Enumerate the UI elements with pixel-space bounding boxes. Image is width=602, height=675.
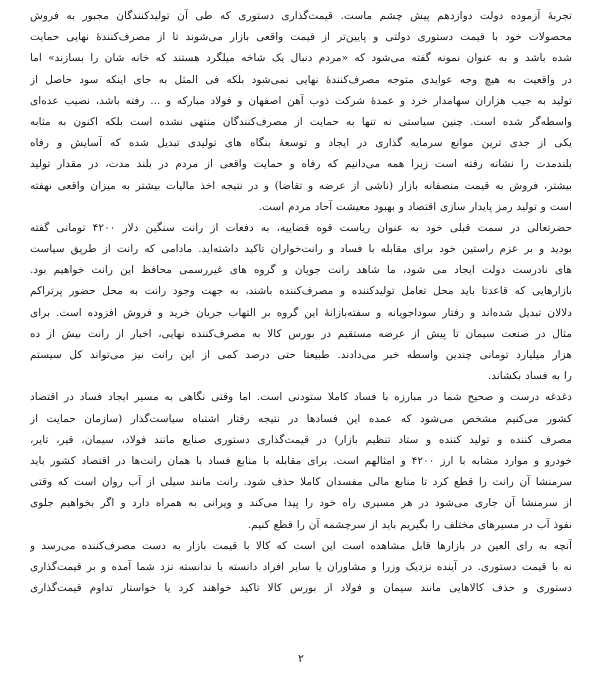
text-line: حضرتعالی در سمت قبلی خود به عنوان ریاست قوه قضاییه، به دفعات از رانت سنگین دلار ۴۲۰۰ تومانی گفته xyxy=(30,221,572,234)
text-line: در واقعیت به هیچ وجه عوایدی متوجه مصرف‌کنندهٔ نهایی نمی‌شود بلکه فی المثل به جای اینکه سود حاصل از xyxy=(30,73,572,86)
paragraph-1 xyxy=(30,6,572,218)
text-line: آنچه به رای العین در بازارها قابل مشاهده است این است که کالا با قیمت بازار به دست مصرف‌کننده می‌رسد و xyxy=(30,539,572,552)
text-line: بیشتر، فروش به قیمت منصفانه بازار (ناشی از عرضه و تقاضا) و در نتیجه اخذ مالیات بیشتر به میزان واقعی نهفته xyxy=(30,179,572,192)
text-line: دستوری و حذف کالاهایی مانند سیمان و فولاد از بورس کالا تاکید خواهند کرد یا خواستار تداوم قیمت‌گذاری xyxy=(30,582,572,595)
text-line: سرمنشا آن رانت را قطع کرد تا منابع مالی مفسدان کاملا حذف شود. رانت مانند سیلی از آب روان است که وقتی xyxy=(30,476,572,489)
text-line: بودید و بر عزم راستین خود برای مقابله با فساد و رانت‌خواران تاکید داشته‌اید. مادامی که رانت از طریق سیاست xyxy=(30,243,572,256)
text-line: نه با قیمت دستوری. در آینده نزدیک وزرا و مشاوران یا سایر افراد دانسته یا ندانسته نزد شما آمده و بر قیمت‌گذاری xyxy=(30,560,572,573)
text-line: یکی از جدی ترین موانع سرمایه گذاری در ایجاد و توسعهٔ بنگاه های تولیدی تبدیل شده که آسایش و رفاه xyxy=(30,137,572,150)
text-line: از سرمنشا آن جاری می‌شود در هر مسیری راه خود را پیدا می‌کند و ویرانی به همراه دارد و اگر بخواهیم جلوی xyxy=(30,497,572,510)
text-line: بلندمدت را نشانه رفته است زیرا همه می‌دانیم که رفاه و حمایت واقعی از مردم در بلند مدت، در مقدار تولید xyxy=(30,158,572,171)
text-line: مصرف کننده و تولید کننده و ستاد تنظیم بازار) در قیمت‌گذاری دستوری صنایع مانند فولاد، سیمان، قیر، تایر، xyxy=(30,433,572,446)
paragraph-4 xyxy=(30,536,572,600)
text-line: کشور می‌کنیم مشخص می‌شود که عمده این فسادها در نتیجه رفتار اشتباه سیاست‌گذار (سازمان حمایت از xyxy=(30,412,572,425)
text-line: نفوذ آب در مسیرهای مختلف را بگیریم باید از سرچشمه آن را قطع کنیم. xyxy=(247,518,572,531)
text-line: تجربهٔ آزموده دولت دوازدهم پیش چشم ماست. قیمت‌گذاری دستوری که طی آن تولیدکنندگان مجبور به فروش xyxy=(30,10,572,22)
text-line: محصولات خود با قیمت دستوری دولتی و پایین‌تر از قیمت واقعی بازار می‌شوند تا از مصرف‌کنندهٔ نهایی حمایت xyxy=(30,31,572,44)
paragraph-2 xyxy=(30,218,572,388)
text-line: مثال در صنعت سیمان تا پیش از عرضه مستقیم در بورس کالا به مصرف‌کننده نهایی، اخبار از رانت بیش از ده xyxy=(30,327,572,340)
text-line: را به فساد بکشاند. xyxy=(487,370,572,383)
text-line: دلالان تبدیل شده‌اند و رفتار سوداجویانه و سفته‌بازانهٔ این گروه بر التهاب جریان خرید و فروش افزوده است. برای xyxy=(30,306,572,319)
text-line: واسطه‌گر شده است. چنین سیاستی نه تنها به حمایت از مصرف‌کنندگان منتهی نشده است بلکه اکنون به مثابه xyxy=(30,115,572,128)
text-line: است و تولید رمز پایدار سازی اقتصاد و بهبود معیشت آحاد مردم است. xyxy=(258,200,572,213)
text-line: هزار میلیارد تومانی چندین واسطه خبر می‌دادند. طبیعتا حتی درصد کمی از این رانت نیز می‌تواند کل سیستم xyxy=(30,349,572,361)
document-page xyxy=(30,6,572,670)
text-line: خودرو و موارد مشابه با ارز ۴۲۰۰ و امثالهم است. برای مقابله با منابع فساد با همان رانت‌ها در اقتصاد کشور باید xyxy=(30,454,572,467)
page-number: ۲ xyxy=(298,652,304,665)
text-line: شده باشد و به عنوان نمونه گفته می‌شود که «مردم دنبال یک شاخه میلگرد هستند که خانه شان را بسازند» اما xyxy=(30,52,572,65)
text-line: های نادرست دولت ایجاد می شود، ما شاهد رانت جویان و گروه های غیررسمی محافظ این رانت خواهیم بود. xyxy=(30,264,572,277)
text-line: دغدغه درست و صحیح شما در مبارزه با فساد کاملا ستودنی است. اما وقتی نگاهی به مسیر ایجاد فساد در اقتصاد xyxy=(30,391,572,404)
text-line: تولید به جیب هزاران سهامدار خرد و عمدهٔ شرکت ذوب آهن اصفهان و فولاد مبارکه و ... رفته باشد، نصیب عده‌ای xyxy=(30,94,572,107)
text-line: بازارهایی که قاعدتا باید محل تعامل تولیدکننده و مصرف‌کننده باشند، به جهت وجود رانت به محل حضور پرتراکم xyxy=(30,285,572,298)
paragraph-3 xyxy=(30,387,572,535)
